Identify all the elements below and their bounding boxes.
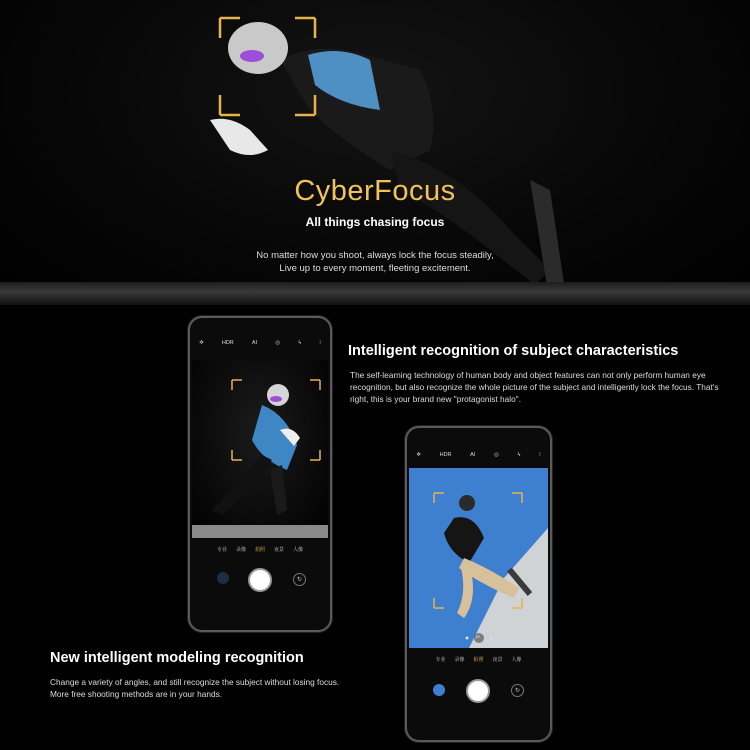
- mode-night[interactable]: 夜景: [492, 657, 503, 663]
- mode-photo[interactable]: 拍照: [254, 547, 265, 553]
- feature-1-description: The self-learning technology of human body and object features can not only perform human eye recognition, but also recognize the whole picture of the subject and intelligently lock the focus. That's right, this is your brand new "protagonist halo".: [350, 370, 719, 404]
- mode-portrait[interactable]: 人像: [293, 547, 304, 553]
- hero-description: [0, 249, 750, 275]
- camera-viewfinder: [409, 468, 548, 648]
- camera-viewfinder: [192, 360, 328, 538]
- zoom-indicator[interactable]: 1X: [475, 634, 480, 639]
- gallery-thumbnail[interactable]: [433, 684, 445, 696]
- phone-mockup-skater: [188, 316, 332, 632]
- mode-portrait[interactable]: 人像: [511, 657, 522, 663]
- feature-2-description-line: More free shooting methods are in your hands.: [50, 689, 223, 699]
- feature-1-title: Intelligent recognition of subject characteristics: [348, 343, 679, 359]
- filter-icon[interactable]: ◎: [275, 340, 281, 346]
- hero-description-line: Live up to every moment, fleeting excitement.: [279, 263, 471, 274]
- hero-title: CyberFocus: [294, 175, 456, 207]
- mode-pro[interactable]: 专业: [216, 547, 227, 553]
- shutter-button[interactable]: [466, 679, 490, 703]
- flip-camera-icon[interactable]: ↻: [511, 684, 524, 697]
- filter-icon[interactable]: ◎: [494, 452, 499, 458]
- menu-icon[interactable]: ⁞: [319, 340, 321, 346]
- mode-video[interactable]: 录像: [454, 657, 465, 663]
- feature-2-title: New intelligent modeling recognition: [50, 650, 304, 666]
- flash-icon[interactable]: ϟ: [517, 452, 521, 458]
- camera-mode-row: [190, 546, 330, 553]
- ai-toggle[interactable]: AI: [470, 452, 476, 458]
- ai-toggle[interactable]: AI: [251, 340, 258, 346]
- hdr-toggle[interactable]: HDR: [221, 340, 234, 346]
- mode-photo[interactable]: 拍照: [473, 657, 484, 663]
- hero-subtitle: All things chasing focus: [305, 215, 445, 229]
- camera-top-bar: [190, 336, 330, 350]
- flip-camera-icon[interactable]: ↻: [293, 573, 306, 586]
- skateboarder-photo: [409, 468, 548, 648]
- hero-banner: [0, 0, 750, 305]
- mode-pro[interactable]: 专业: [435, 657, 446, 663]
- hero-description-line: No matter how you shoot, always lock the focus steadily,: [256, 250, 494, 261]
- hdr-toggle[interactable]: HDR: [439, 452, 452, 458]
- camera-mode-row: [407, 656, 550, 663]
- flash-icon[interactable]: ϟ: [298, 340, 302, 346]
- settings-icon[interactable]: ✲: [416, 452, 421, 458]
- feature-2-description: [50, 676, 390, 700]
- camera-top-bar: [407, 448, 550, 462]
- gallery-thumbnail[interactable]: [217, 572, 229, 584]
- mode-night[interactable]: 夜景: [274, 547, 285, 553]
- ice-floor: [0, 282, 750, 305]
- skater-photo: [192, 360, 328, 538]
- settings-icon[interactable]: ✲: [199, 340, 204, 346]
- phone-mockup-skateboarder: [405, 426, 552, 742]
- mode-video[interactable]: 录像: [235, 547, 246, 553]
- menu-icon[interactable]: ⁞: [539, 452, 541, 458]
- shutter-button[interactable]: [248, 568, 272, 592]
- feature-2-description-line: Change a variety of angles, and still recognize the subject without losing focus.: [50, 677, 340, 687]
